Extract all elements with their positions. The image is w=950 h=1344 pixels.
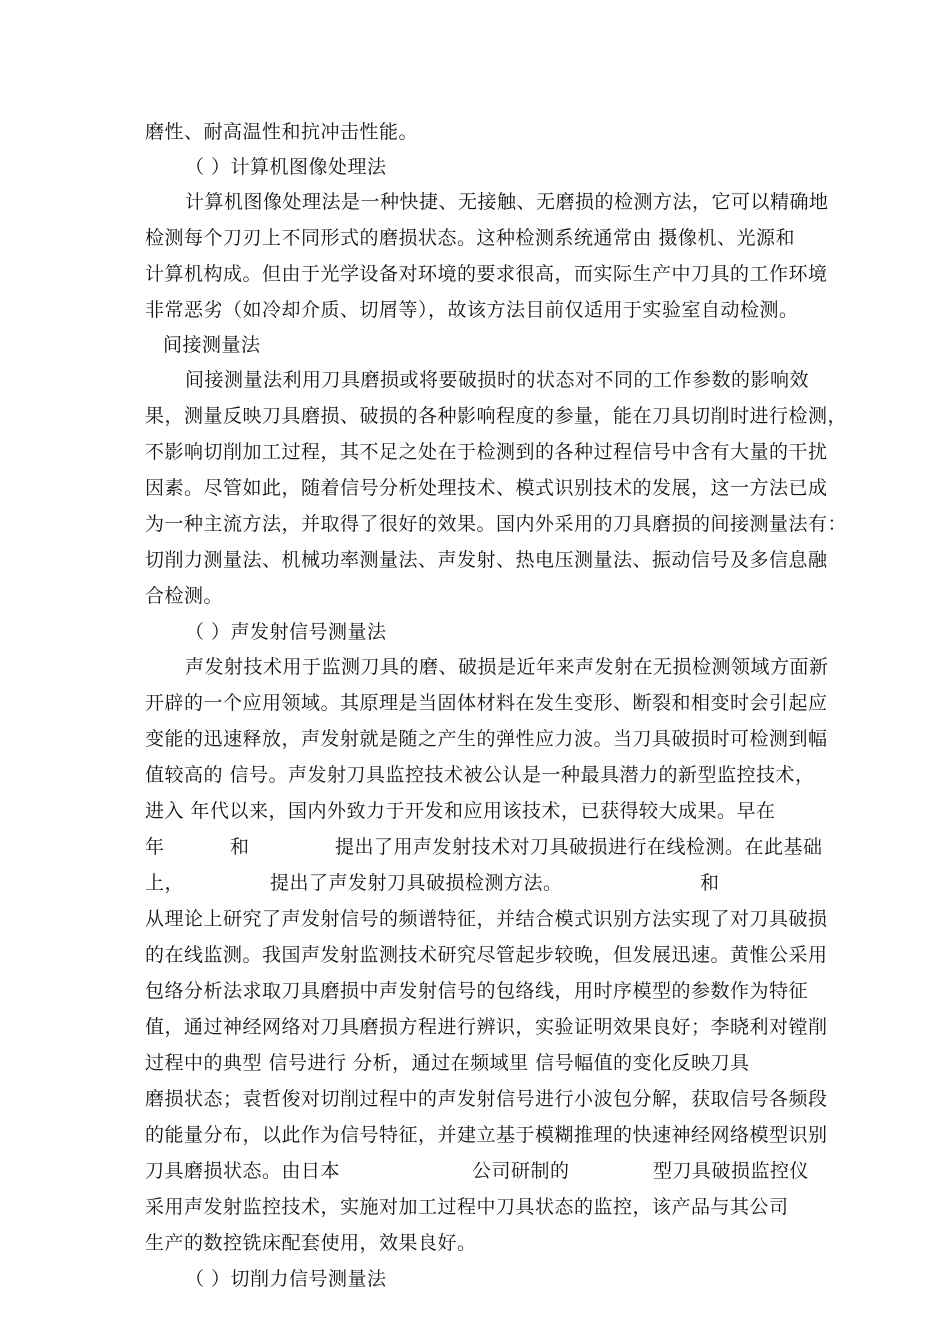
text-line: 合检测。 [145, 585, 224, 607]
text-line: 的能量分布，以此作为信号特征，并建立基于模糊推理的快速神经网络模型识别 [145, 1124, 828, 1146]
text-line: 非常恶劣（如冷却介质、切屑等），故该方法目前仅适用于实验室自动检测。 [145, 299, 799, 321]
text-line: 进入 年代以来，国内外致力于开发和应用该技术，已获得较大成果。早在 [145, 800, 776, 822]
text-line: 采用声发射监控技术，实施对加工过程中刀具状态的监控，该产品与其公司 [145, 1196, 789, 1218]
text-line: 的在线监测。我国声发射监测技术研究尽管起步较晚，但发展迅速。黄惟公采用 [145, 944, 828, 966]
text-line: 检测每个刀刃上不同形式的磨损状态。这种检测系统通常由 摄像机、光源和 [145, 227, 796, 249]
text-segment: 上， [145, 872, 185, 894]
text-line: 果，测量反映刀具磨损、破损的各种影响程度的参量，能在刀具切削时进行检测， [145, 405, 848, 427]
text-segment: 和 [230, 836, 250, 858]
text-segment: 年 [145, 836, 165, 858]
text-line: 磨性、耐高温性和抗冲击性能。 [145, 121, 419, 143]
text-line: 切削力测量法、机械功率测量法、声发射、热电压测量法、振动信号及多信息融 [145, 549, 828, 571]
text-line: 磨损状态；袁哲俊对切削过程中的声发射信号进行小波包分解，获取信号各频段 [145, 1088, 828, 1110]
text-line: 过程中的典型 信号进行 分析，通过在频域里 信号幅值的变化反映刀具 [145, 1052, 750, 1074]
section-heading: （ ）声发射信号测量法 [185, 621, 387, 643]
text-line: 为一种主流方法，并取得了很好的效果。国内外采用的刀具磨损的间接测量法有： [145, 513, 848, 535]
text-segment: 提出了声发射刀具破损检测方法。 [270, 872, 563, 894]
text-line: 值，通过神经网络对刀具磨损方程进行辨识，实验证明效果良好；李晓利对镗削 [145, 1016, 828, 1038]
section-heading: 间接测量法 [163, 334, 261, 356]
text-line: 从理论上研究了声发射信号的频谱特征，并结合模式识别方法实现了对刀具破损 [145, 908, 828, 930]
paragraph-start: 声发射技术用于监测刀具的磨、破损是近年来声发射在无损检测领域方面新 [185, 656, 829, 678]
text-line: 值较高的 信号。声发射刀具监控技术被公认是一种最具潜力的新型监控技术， [145, 764, 815, 786]
text-line: 变能的迅速释放，声发射就是随之产生的弹性应力波。当刀具破损时可检测到幅 [145, 728, 828, 750]
text-segment: 公司研制的 [472, 1160, 570, 1182]
text-line: 因素。尽管如此，随着信号分析处理技术、模式识别技术的发展，这一方法已成 [145, 477, 828, 499]
text-line: 包络分析法求取刀具磨损中声发射信号的包络线，用时序模型的参数作为特征 [145, 980, 809, 1002]
text-segment: 提出了用声发射技术对刀具破损进行在线检测。在此基础 [335, 836, 823, 858]
section-heading: （ ）切削力信号测量法 [185, 1268, 387, 1290]
text-segment: 型刀具破损监控仪 [653, 1160, 810, 1182]
text-line: 不影响切削加工过程，其不足之处在于检测到的各种过程信号中含有大量的干扰 [145, 441, 828, 463]
text-segment: 和 [700, 872, 720, 894]
paragraph-start: 间接测量法利用刀具磨损或将要破损时的状态对不同的工作参数的影响效 [185, 369, 810, 391]
section-heading: （ ）计算机图像处理法 [185, 156, 387, 178]
text-line: 生产的数控铣床配套使用，效果良好。 [145, 1232, 477, 1254]
paragraph-start: 计算机图像处理法是一种快捷、无接触、无磨损的检测方法，它可以精确地 [185, 191, 829, 213]
text-line: 计算机构成。但由于光学设备对环境的要求很高，而实际生产中刀具的工作环境 [145, 263, 828, 285]
text-segment: 刀具磨损状态。由日本 [145, 1160, 341, 1182]
text-line: 开辟的一个应用领域。其原理是当固体材料在发生变形、断裂和相变时会引起应 [145, 692, 828, 714]
